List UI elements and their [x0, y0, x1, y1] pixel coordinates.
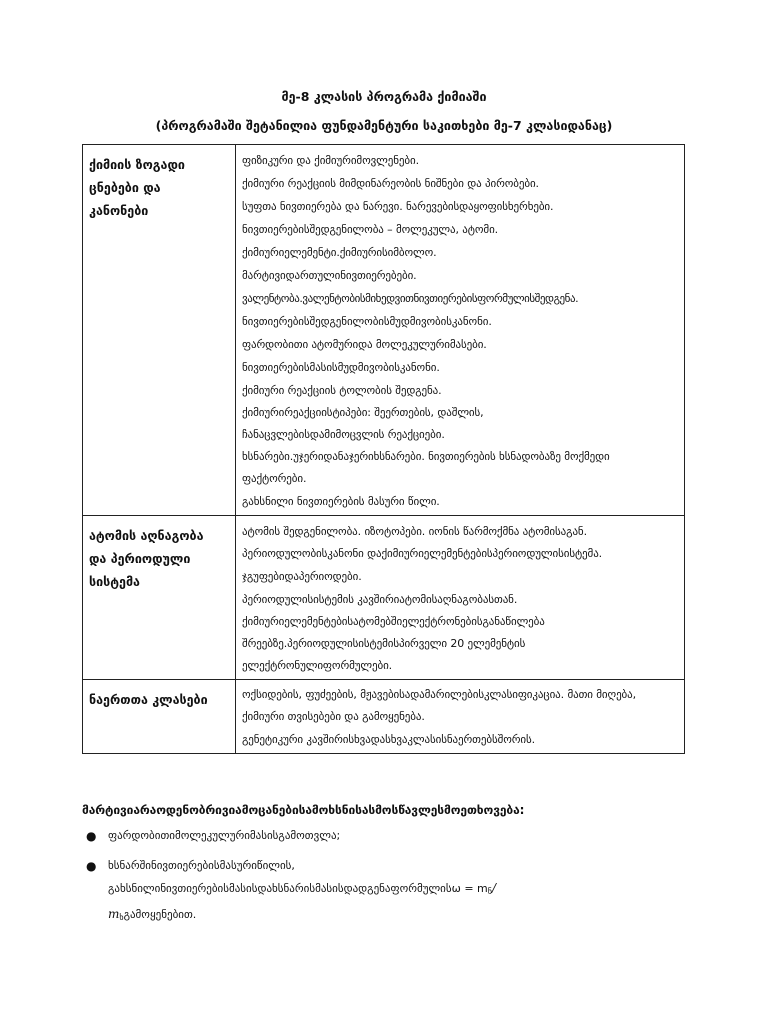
list-item: ატომის შედგენილობა. იზოტოპები. იონის წარმოქმნა ატომისაგან.	[242, 525, 587, 538]
list-item: პერიოდულობისკანონი დაქიმიურიელემენტებისპერიოდულისისტემა.	[242, 547, 603, 560]
formula-subscript: ხ	[119, 913, 124, 922]
requirement-text: ფარდობითიმოლეკულურიმასისგამოთვლა;	[108, 829, 341, 842]
category-label: ქიმიის ზოგადი ცნებები და კანონები	[89, 157, 185, 218]
list-item: ვალენტობა.ვალენტობისმიხედვითნივთიერებისფორმულისშედგენა.	[242, 292, 579, 305]
requirement-text: ხსნარშინივთიერებისმასურიწილის, გახსნილინივთიერებისმასისდახსნარისმასისდადგენაფორმულისω = m	[108, 859, 488, 895]
list-item: ქიმიურიელემენტი.ქიმიურისიმბოლო.	[242, 246, 437, 259]
list-item: სუფთა ნივთიერება და ნარევი. ნარევებისდაყოფისხერხები.	[242, 200, 554, 213]
requirements-list	[86, 825, 686, 937]
list-item: ნივთიერებისმასისმუდმივობისკანონი.	[242, 361, 440, 374]
list-item: ნივთიერებისშედგენილობისმუდმივობისკანონი.	[242, 315, 492, 328]
category-cell	[83, 516, 236, 680]
topics-cell	[236, 680, 685, 754]
formula-slash: /	[491, 881, 496, 895]
list-item: გახსნილი ნივთიერების მასური წილი.	[242, 495, 440, 508]
category-label: ატომის აღნაგობა და პერიოდული სისტემა	[89, 528, 204, 589]
list-item: ნივთიერებისშედგენილობა – მოლეკულა, ატომი.	[242, 223, 499, 236]
table-row	[83, 145, 685, 516]
program-table	[82, 144, 685, 754]
list-item: ფიზიკური და ქიმიურიმოვლენები.	[242, 154, 419, 167]
list-item: ქიმიურიელემენტებისატომებშიელექტრონებისგანაწილება შრეებზე.პერიოდულისისტემისპირველი 20 ელემენტის ელექტრონულიფორმულები.	[242, 615, 545, 672]
bullet-icon: ●	[86, 829, 97, 843]
table-row	[83, 516, 685, 680]
table-row	[83, 680, 685, 754]
page-subtitle: (პროგრამაში შეტანილია ფუნდამენტური საკითხები მე-7 კლასიდანაც)	[155, 118, 613, 133]
topics-cell	[236, 516, 685, 680]
list-item: ქიმიური რეაქციის ტოლობის შედგენა.	[242, 384, 442, 397]
page-title: მე-8 კლასის პროგრამა ქიმიაში	[281, 89, 487, 104]
category-label: ნაერთთა კლასები	[89, 692, 208, 707]
list-item	[86, 855, 686, 929]
list-item	[86, 825, 686, 847]
list-item: ხსნარები.უჯერიდანაჯერიხსნარები. ნივთიერების ხსნადობაზე მოქმედი ფაქტორები.	[242, 450, 610, 485]
list-item: ქიმიური რეაქციის მიმდინარეობის ნიშნები და პირობები.	[242, 177, 539, 190]
list-item: ფარდობითი ატომურიდა მოლეკულურიმასები.	[242, 338, 487, 351]
topics-cell	[236, 145, 685, 516]
category-cell	[83, 680, 236, 754]
list-item: ჯგუფებიდაპერიოდები.	[242, 570, 362, 583]
list-item: ქიმიურირეაქციისტიპები: შეერთების, დაშლის, ჩანაცვლებისდამიმოცვლის რეაქციები.	[242, 406, 484, 441]
formula-suffix: გამოყენებით.	[123, 908, 197, 921]
bullet-icon: ●	[86, 859, 97, 873]
formula-variable: m	[108, 907, 120, 921]
list-item: ოქსიდების, ფუძეების, მჟავებისადამარილებისკლასიფიკაცია. მათი მიღება, ქიმიური თვისებები და გამოყენება.	[242, 688, 637, 723]
requirements-heading: მარტივიარაოდენობრივიამოცანებისამოხსნისასმოსწავლესმოეთხოვება:	[82, 803, 525, 817]
formula-subscript: ნ	[487, 887, 492, 896]
list-item: პერიოდულისისტემის კავშირიატომისაღნაგობასთან.	[242, 593, 518, 606]
list-item: მარტივიდართულინივთიერებები.	[242, 269, 417, 282]
list-item: გენეტიკური კავშირისხვადასხვაკლასისნაერთებსშორის.	[242, 733, 536, 746]
category-cell	[83, 145, 236, 516]
